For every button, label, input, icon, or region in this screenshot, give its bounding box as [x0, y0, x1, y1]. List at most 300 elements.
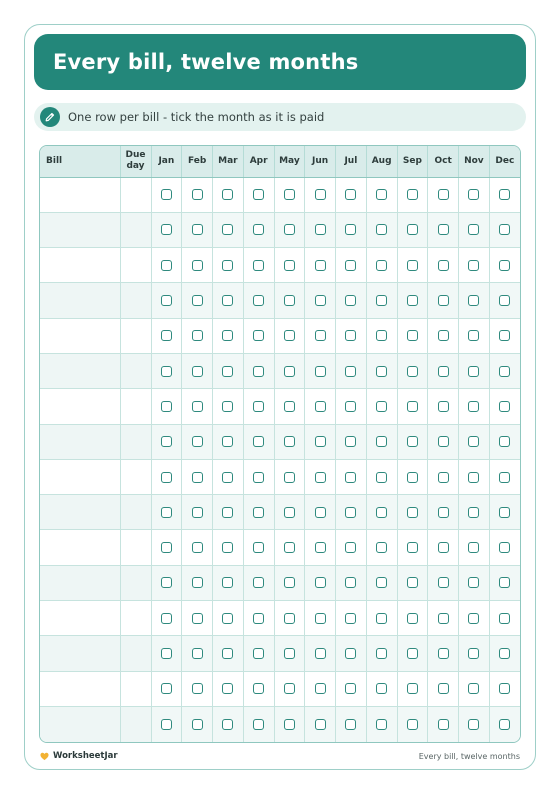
paid-checkbox[interactable]: [315, 436, 326, 447]
paid-checkbox[interactable]: [407, 577, 418, 588]
paid-checkbox[interactable]: [499, 472, 510, 483]
due-day-cell[interactable]: [120, 177, 151, 212]
paid-checkbox[interactable]: [468, 189, 479, 200]
paid-checkbox[interactable]: [376, 224, 387, 235]
month-cell-jan: [151, 530, 182, 565]
month-cell-may: [274, 212, 305, 247]
bill-name-cell[interactable]: [40, 353, 120, 388]
due-label-line1: Due: [125, 150, 146, 161]
bill-name-cell[interactable]: [40, 424, 120, 459]
month-cell-jun: [305, 177, 336, 212]
paid-checkbox[interactable]: [468, 436, 479, 447]
paid-checkbox[interactable]: [161, 613, 172, 624]
month-cell-nov: [459, 495, 490, 530]
paid-checkbox[interactable]: [345, 507, 356, 518]
month-cell-feb: [182, 424, 213, 459]
paid-checkbox[interactable]: [407, 330, 418, 341]
paid-checkbox[interactable]: [438, 189, 449, 200]
paid-checkbox[interactable]: [438, 542, 449, 553]
paid-checkbox[interactable]: [468, 613, 479, 624]
paid-checkbox[interactable]: [161, 366, 172, 377]
due-day-cell[interactable]: [120, 353, 151, 388]
paid-checkbox[interactable]: [438, 613, 449, 624]
month-cell-feb: [182, 671, 213, 706]
paid-checkbox[interactable]: [376, 401, 387, 412]
month-cell-jan: [151, 495, 182, 530]
paid-checkbox[interactable]: [499, 613, 510, 624]
paid-checkbox[interactable]: [438, 683, 449, 694]
paid-checkbox[interactable]: [499, 683, 510, 694]
month-cell-dec: [489, 459, 520, 494]
paid-checkbox[interactable]: [222, 472, 233, 483]
paid-checkbox[interactable]: [438, 366, 449, 377]
paid-checkbox[interactable]: [499, 507, 510, 518]
paid-checkbox[interactable]: [407, 719, 418, 730]
paid-checkbox[interactable]: [253, 295, 264, 306]
paid-checkbox[interactable]: [499, 577, 510, 588]
paid-checkbox[interactable]: [438, 577, 449, 588]
paid-checkbox[interactable]: [345, 542, 356, 553]
bill-name-cell[interactable]: [40, 565, 120, 600]
paid-checkbox[interactable]: [345, 613, 356, 624]
paid-checkbox[interactable]: [192, 472, 203, 483]
bill-name-cell[interactable]: [40, 636, 120, 671]
paid-checkbox[interactable]: [407, 436, 418, 447]
paid-checkbox[interactable]: [438, 472, 449, 483]
paid-checkbox[interactable]: [284, 295, 295, 306]
paid-checkbox[interactable]: [161, 189, 172, 200]
bill-name-cell[interactable]: [40, 671, 120, 706]
paid-checkbox[interactable]: [376, 648, 387, 659]
paid-checkbox[interactable]: [407, 189, 418, 200]
paid-checkbox[interactable]: [438, 295, 449, 306]
paid-checkbox[interactable]: [499, 648, 510, 659]
month-cell-feb: [182, 495, 213, 530]
paid-checkbox[interactable]: [345, 330, 356, 341]
paid-checkbox[interactable]: [253, 366, 264, 377]
paid-checkbox[interactable]: [192, 260, 203, 271]
paid-checkbox[interactable]: [499, 189, 510, 200]
paid-checkbox[interactable]: [345, 577, 356, 588]
month-cell-feb: [182, 601, 213, 636]
paid-checkbox[interactable]: [284, 719, 295, 730]
table-row: [40, 389, 520, 424]
paid-checkbox[interactable]: [284, 260, 295, 271]
paid-checkbox[interactable]: [253, 683, 264, 694]
month-cell-nov: [459, 177, 490, 212]
due-day-cell[interactable]: [120, 495, 151, 530]
bill-name-cell[interactable]: [40, 212, 120, 247]
month-cell-jan: [151, 283, 182, 318]
paid-checkbox[interactable]: [222, 189, 233, 200]
paid-checkbox[interactable]: [253, 507, 264, 518]
paid-checkbox[interactable]: [315, 366, 326, 377]
bill-name-cell[interactable]: [40, 706, 120, 741]
due-day-cell[interactable]: [120, 459, 151, 494]
due-day-cell[interactable]: [120, 706, 151, 741]
bill-name-cell[interactable]: [40, 530, 120, 565]
paid-checkbox[interactable]: [222, 683, 233, 694]
due-label-line2: day: [126, 161, 145, 172]
paid-checkbox[interactable]: [407, 472, 418, 483]
paid-checkbox[interactable]: [468, 577, 479, 588]
paid-checkbox[interactable]: [284, 436, 295, 447]
paid-checkbox[interactable]: [161, 719, 172, 730]
month-cell-oct: [428, 636, 459, 671]
due-day-cell[interactable]: [120, 389, 151, 424]
paid-checkbox[interactable]: [222, 719, 233, 730]
month-cell-apr: [243, 177, 274, 212]
paid-checkbox[interactable]: [192, 613, 203, 624]
paid-checkbox[interactable]: [161, 472, 172, 483]
paid-checkbox[interactable]: [345, 436, 356, 447]
paid-checkbox[interactable]: [192, 330, 203, 341]
paid-checkbox[interactable]: [253, 401, 264, 412]
paid-checkbox[interactable]: [499, 719, 510, 730]
paid-checkbox[interactable]: [161, 401, 172, 412]
paid-checkbox[interactable]: [345, 683, 356, 694]
footer-caption: Every bill, twelve months: [418, 752, 520, 761]
paid-checkbox[interactable]: [192, 189, 203, 200]
paid-checkbox[interactable]: [376, 613, 387, 624]
paid-checkbox[interactable]: [284, 507, 295, 518]
page-title: Every bill, twelve months: [53, 50, 359, 74]
paid-checkbox[interactable]: [284, 683, 295, 694]
paid-checkbox[interactable]: [222, 648, 233, 659]
paid-checkbox[interactable]: [253, 577, 264, 588]
paid-checkbox[interactable]: [376, 719, 387, 730]
paid-checkbox[interactable]: [345, 719, 356, 730]
month-cell-aug: [366, 389, 397, 424]
paid-checkbox[interactable]: [315, 260, 326, 271]
paid-checkbox[interactable]: [222, 366, 233, 377]
paid-checkbox[interactable]: [315, 613, 326, 624]
paid-checkbox[interactable]: [407, 224, 418, 235]
paid-checkbox[interactable]: [161, 577, 172, 588]
month-cell-jul: [336, 283, 367, 318]
paid-checkbox[interactable]: [376, 472, 387, 483]
paid-checkbox[interactable]: [315, 189, 326, 200]
due-day-cell[interactable]: [120, 530, 151, 565]
paid-checkbox[interactable]: [192, 436, 203, 447]
paid-checkbox[interactable]: [222, 542, 233, 553]
month-cell-may: [274, 248, 305, 283]
month-cell-aug: [366, 283, 397, 318]
month-cell-apr: [243, 706, 274, 741]
paid-checkbox[interactable]: [407, 295, 418, 306]
paid-checkbox[interactable]: [161, 436, 172, 447]
paid-checkbox[interactable]: [284, 577, 295, 588]
paid-checkbox[interactable]: [407, 366, 418, 377]
paid-checkbox[interactable]: [438, 224, 449, 235]
paid-checkbox[interactable]: [222, 330, 233, 341]
paid-checkbox[interactable]: [438, 436, 449, 447]
paid-checkbox[interactable]: [376, 260, 387, 271]
due-day-cell[interactable]: [120, 565, 151, 600]
paid-checkbox[interactable]: [468, 260, 479, 271]
paid-checkbox[interactable]: [222, 507, 233, 518]
paid-checkbox[interactable]: [315, 507, 326, 518]
paid-checkbox[interactable]: [345, 401, 356, 412]
paid-checkbox[interactable]: [376, 436, 387, 447]
paid-checkbox[interactable]: [499, 366, 510, 377]
month-cell-dec: [489, 318, 520, 353]
paid-checkbox[interactable]: [376, 189, 387, 200]
paid-checkbox[interactable]: [222, 577, 233, 588]
table-row: [40, 424, 520, 459]
paid-checkbox[interactable]: [315, 295, 326, 306]
month-cell-oct: [428, 177, 459, 212]
paid-checkbox[interactable]: [161, 330, 172, 341]
month-cell-jan: [151, 424, 182, 459]
paid-checkbox[interactable]: [468, 401, 479, 412]
paid-checkbox[interactable]: [499, 542, 510, 553]
month-cell-oct: [428, 530, 459, 565]
month-cell-jun: [305, 601, 336, 636]
month-cell-jul: [336, 636, 367, 671]
paid-checkbox[interactable]: [468, 330, 479, 341]
paid-checkbox[interactable]: [376, 683, 387, 694]
month-cell-oct: [428, 389, 459, 424]
paid-checkbox[interactable]: [315, 401, 326, 412]
due-day-cell[interactable]: [120, 318, 151, 353]
paid-checkbox[interactable]: [253, 224, 264, 235]
bill-name-cell[interactable]: [40, 318, 120, 353]
month-cell-dec: [489, 177, 520, 212]
month-cell-may: [274, 353, 305, 388]
paid-checkbox[interactable]: [407, 648, 418, 659]
due-day-cell[interactable]: [120, 248, 151, 283]
paid-checkbox[interactable]: [315, 719, 326, 730]
paid-checkbox[interactable]: [253, 613, 264, 624]
month-cell-jul: [336, 318, 367, 353]
paid-checkbox[interactable]: [468, 542, 479, 553]
bill-name-cell[interactable]: [40, 248, 120, 283]
paid-checkbox[interactable]: [407, 401, 418, 412]
month-cell-apr: [243, 212, 274, 247]
month-cell-may: [274, 177, 305, 212]
paid-checkbox[interactable]: [253, 472, 264, 483]
paid-checkbox[interactable]: [315, 577, 326, 588]
paid-checkbox[interactable]: [192, 648, 203, 659]
month-cell-apr: [243, 353, 274, 388]
paid-checkbox[interactable]: [284, 401, 295, 412]
paid-checkbox[interactable]: [284, 189, 295, 200]
paid-checkbox[interactable]: [284, 224, 295, 235]
due-day-cell[interactable]: [120, 424, 151, 459]
paid-checkbox[interactable]: [253, 648, 264, 659]
month-cell-jan: [151, 706, 182, 741]
paid-checkbox[interactable]: [161, 260, 172, 271]
month-cell-dec: [489, 601, 520, 636]
paid-checkbox[interactable]: [499, 330, 510, 341]
paid-checkbox[interactable]: [468, 295, 479, 306]
paid-checkbox[interactable]: [192, 683, 203, 694]
paid-checkbox[interactable]: [499, 260, 510, 271]
due-day-cell[interactable]: [120, 671, 151, 706]
table-row: [40, 459, 520, 494]
column-header-apr: Apr: [243, 146, 274, 177]
month-cell-sep: [397, 177, 428, 212]
paid-checkbox[interactable]: [284, 330, 295, 341]
table-row: [40, 283, 520, 318]
month-cell-sep: [397, 424, 428, 459]
paid-checkbox[interactable]: [407, 683, 418, 694]
paid-checkbox[interactable]: [222, 260, 233, 271]
paid-checkbox[interactable]: [161, 507, 172, 518]
pencil-icon: [40, 107, 60, 127]
paid-checkbox[interactable]: [499, 436, 510, 447]
column-header-feb: Feb: [182, 146, 213, 177]
paid-checkbox[interactable]: [315, 224, 326, 235]
paid-checkbox[interactable]: [161, 683, 172, 694]
paid-checkbox[interactable]: [315, 472, 326, 483]
month-cell-apr: [243, 530, 274, 565]
paid-checkbox[interactable]: [253, 330, 264, 341]
paid-checkbox[interactable]: [438, 507, 449, 518]
month-cell-dec: [489, 212, 520, 247]
paid-checkbox[interactable]: [222, 613, 233, 624]
paid-checkbox[interactable]: [253, 542, 264, 553]
paid-checkbox[interactable]: [468, 683, 479, 694]
paid-checkbox[interactable]: [192, 577, 203, 588]
paid-checkbox[interactable]: [192, 224, 203, 235]
due-day-cell[interactable]: [120, 212, 151, 247]
paid-checkbox[interactable]: [468, 507, 479, 518]
column-header-oct: Oct: [428, 146, 459, 177]
paid-checkbox[interactable]: [284, 366, 295, 377]
paid-checkbox[interactable]: [315, 542, 326, 553]
bill-name-cell[interactable]: [40, 495, 120, 530]
paid-checkbox[interactable]: [192, 295, 203, 306]
month-cell-oct: [428, 353, 459, 388]
paid-checkbox[interactable]: [253, 260, 264, 271]
paid-checkbox[interactable]: [345, 189, 356, 200]
bill-name-cell[interactable]: [40, 601, 120, 636]
footer-brand: [40, 751, 118, 761]
table-row: [40, 636, 520, 671]
month-cell-apr: [243, 424, 274, 459]
paid-checkbox[interactable]: [192, 507, 203, 518]
month-cell-dec: [489, 389, 520, 424]
paid-checkbox[interactable]: [407, 613, 418, 624]
paid-checkbox[interactable]: [345, 295, 356, 306]
month-cell-sep: [397, 706, 428, 741]
due-day-cell[interactable]: [120, 283, 151, 318]
paid-checkbox[interactable]: [468, 719, 479, 730]
month-cell-dec: [489, 283, 520, 318]
paid-checkbox[interactable]: [345, 648, 356, 659]
paid-checkbox[interactable]: [376, 507, 387, 518]
paid-checkbox[interactable]: [315, 330, 326, 341]
due-day-cell[interactable]: [120, 636, 151, 671]
paid-checkbox[interactable]: [407, 542, 418, 553]
paid-checkbox[interactable]: [345, 260, 356, 271]
month-cell-mar: [213, 459, 244, 494]
paid-checkbox[interactable]: [161, 648, 172, 659]
paid-checkbox[interactable]: [438, 260, 449, 271]
paid-checkbox[interactable]: [161, 295, 172, 306]
paid-checkbox[interactable]: [438, 401, 449, 412]
table-row: [40, 212, 520, 247]
paid-checkbox[interactable]: [345, 224, 356, 235]
paid-checkbox[interactable]: [376, 542, 387, 553]
bill-name-cell[interactable]: [40, 177, 120, 212]
month-cell-may: [274, 495, 305, 530]
bill-name-cell[interactable]: [40, 459, 120, 494]
paid-checkbox[interactable]: [438, 648, 449, 659]
paid-checkbox[interactable]: [161, 224, 172, 235]
column-header-nov: Nov: [459, 146, 490, 177]
paid-checkbox[interactable]: [499, 295, 510, 306]
paid-checkbox[interactable]: [284, 613, 295, 624]
paid-checkbox[interactable]: [192, 401, 203, 412]
paid-checkbox[interactable]: [376, 366, 387, 377]
paid-checkbox[interactable]: [161, 542, 172, 553]
month-cell-apr: [243, 283, 274, 318]
bill-name-cell[interactable]: [40, 389, 120, 424]
month-cell-nov: [459, 671, 490, 706]
paid-checkbox[interactable]: [499, 224, 510, 235]
paid-checkbox[interactable]: [438, 719, 449, 730]
paid-checkbox[interactable]: [222, 295, 233, 306]
paid-checkbox[interactable]: [376, 295, 387, 306]
paid-checkbox[interactable]: [222, 224, 233, 235]
month-cell-jun: [305, 636, 336, 671]
paid-checkbox[interactable]: [253, 436, 264, 447]
month-cell-may: [274, 706, 305, 741]
bill-name-cell[interactable]: [40, 283, 120, 318]
paid-checkbox[interactable]: [407, 260, 418, 271]
paid-checkbox[interactable]: [468, 224, 479, 235]
month-cell-jul: [336, 353, 367, 388]
paid-checkbox[interactable]: [376, 577, 387, 588]
month-cell-jun: [305, 530, 336, 565]
month-cell-nov: [459, 389, 490, 424]
month-cell-sep: [397, 530, 428, 565]
month-cell-dec: [489, 495, 520, 530]
due-day-cell[interactable]: [120, 601, 151, 636]
paid-checkbox[interactable]: [253, 719, 264, 730]
month-cell-mar: [213, 495, 244, 530]
table-row: [40, 530, 520, 565]
paid-checkbox[interactable]: [438, 330, 449, 341]
paid-checkbox[interactable]: [253, 189, 264, 200]
paid-checkbox[interactable]: [376, 330, 387, 341]
paid-checkbox[interactable]: [407, 507, 418, 518]
paid-checkbox[interactable]: [345, 472, 356, 483]
paid-checkbox[interactable]: [284, 542, 295, 553]
month-cell-jun: [305, 318, 336, 353]
paid-checkbox[interactable]: [192, 366, 203, 377]
paid-checkbox[interactable]: [468, 472, 479, 483]
paid-checkbox[interactable]: [315, 683, 326, 694]
paid-checkbox[interactable]: [284, 648, 295, 659]
paid-checkbox[interactable]: [499, 401, 510, 412]
month-cell-oct: [428, 671, 459, 706]
paid-checkbox[interactable]: [315, 648, 326, 659]
paid-checkbox[interactable]: [284, 472, 295, 483]
paid-checkbox[interactable]: [192, 719, 203, 730]
paid-checkbox[interactable]: [222, 401, 233, 412]
paid-checkbox[interactable]: [192, 542, 203, 553]
month-cell-mar: [213, 601, 244, 636]
paid-checkbox[interactable]: [468, 366, 479, 377]
month-cell-aug: [366, 177, 397, 212]
paid-checkbox[interactable]: [468, 648, 479, 659]
paid-checkbox[interactable]: [222, 436, 233, 447]
paid-checkbox[interactable]: [345, 366, 356, 377]
